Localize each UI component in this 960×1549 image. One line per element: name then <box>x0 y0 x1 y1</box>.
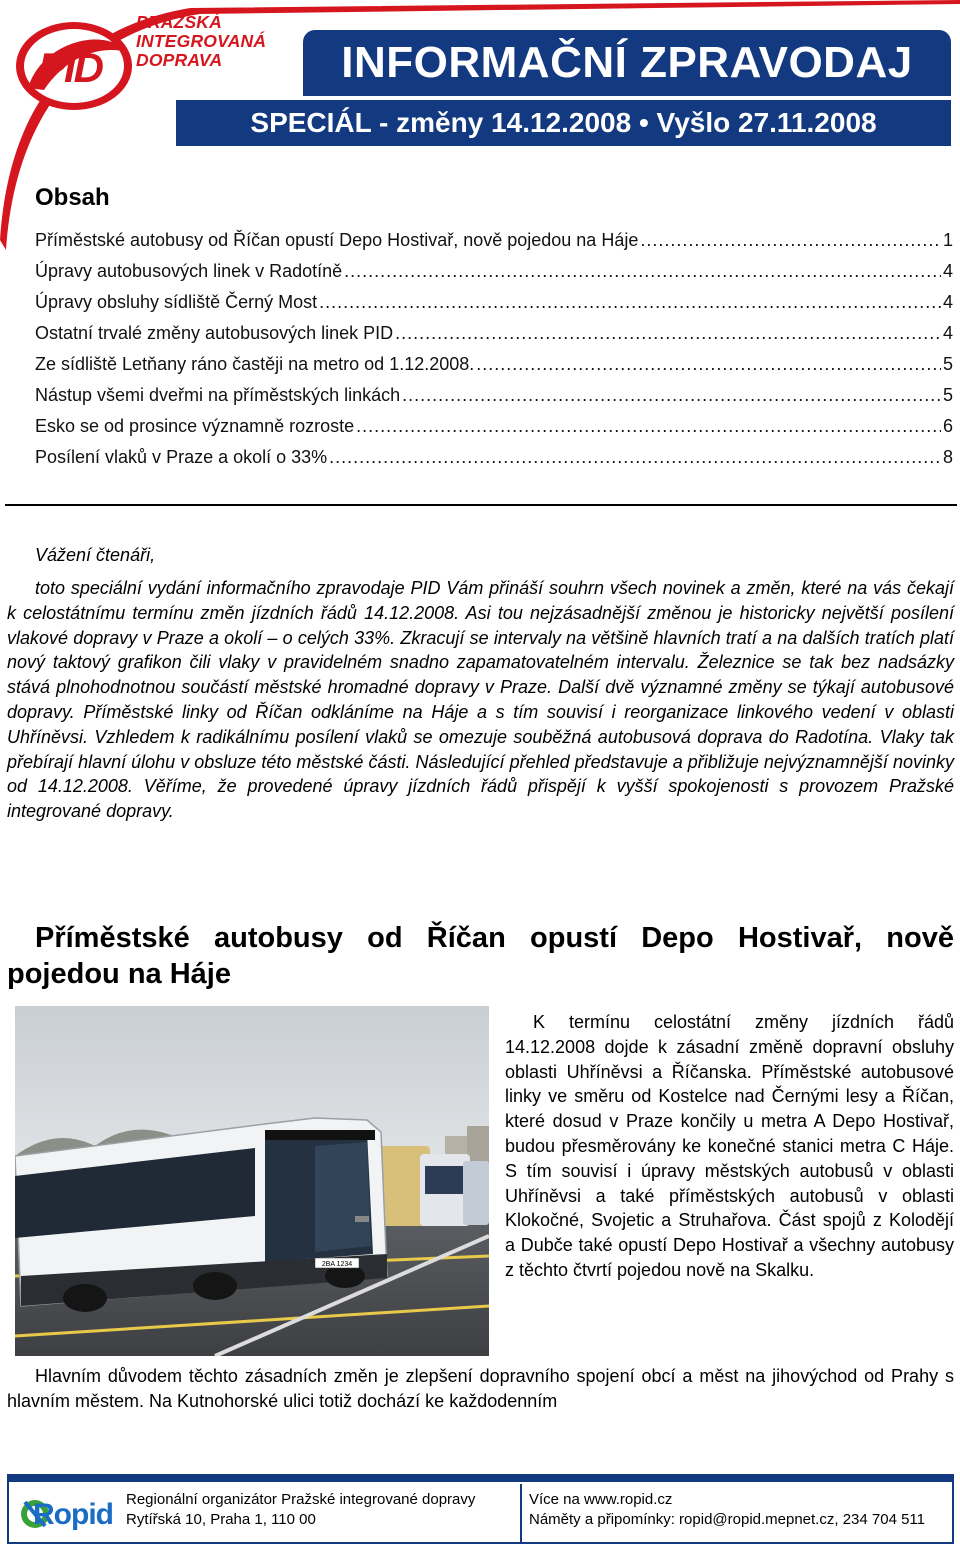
ropid-logo <box>19 1490 123 1538</box>
pid-logo <box>14 18 134 113</box>
footer-web-link[interactable]: Více na www.ropid.cz <box>529 1491 673 1508</box>
toc-leader <box>329 447 941 468</box>
toc-leader <box>344 261 941 282</box>
footer-address: Rytířská 10, Praha 1, 110 00 <box>126 1511 316 1528</box>
toc-item-page: 1 <box>942 230 953 250</box>
section-divider <box>5 504 957 506</box>
brand-name <box>136 13 266 70</box>
article-column-text: K termínu celostátní změny jízdních řádů 14.12.2008 dojde k zásadní změně dopravní obsluhy oblasti Uhříněvsi a Říčanska. Příměstské autobusové linky ve směru od Kostelce nad Černými lesy a Říčan, které dosud v Praze končily u metra A Depo Hostivař, budou přesměrovány ke konečné stanici metra C Háje. S tím souvisí i úpravy městských autobusů v oblasti Uhříněvsi a také příměstských autobusů v oblasti Klokočné, Svojetic a Struhařova. Část spojů z Kolodějí a Dubče také opustí Depo Hostivař a všechny autobusy z těchto čtvrtí pojedou nově na Skalku. <box>505 1012 954 1280</box>
intro-paragraph: toto speciální vydání informačního zpravodaje PID Vám přináší souhrn všech novinek a změn, které na vás čekají k celostátnímu termínu změn jízdních řádů 14.12.2008. Asi tou nejzásadnější změnou je historicky největší posílení vlakové dopravy v Praze a okolí – o celých 33%. Zkracují se intervaly na většině hlavních tratí a na dalších tratích platí nový taktový grafikon čili vlaky v pravidelném snadno zapamatovatelném intervalu. Železnice se tak bez nadsázky stává plnohodnotnou součástí městské hromadné dopravy v Praze. Další dvě významné změny se týkají autobusové dopravy. Příměstské linky od Říčan odkláníme na Háje a s tím souvisí i reorganizace linkového vedení v oblasti Uhříněvsi. Vzhledem k radikálnímu posílení vlaků se omezuje souběžná autobusová doprava do Radotína. Vlaky tak přebírají hlavní úlohu v obsluze této městské části. Následující přehled představuje a přibližuje nejvýznamnější novinky od 14.12.2008. Věříme, že provedené úpravy jízdních řádů přispějí k vyšší spokojenosti s provozem Pražské integrované dopravy. <box>7 578 954 822</box>
toc-item-page: 4 <box>942 323 953 343</box>
toc-item[interactable] <box>35 230 953 261</box>
toc-item-title: Příměstské autobusy od Říčan opustí Depo Hostivař, nově pojedou na Háje <box>35 230 639 250</box>
footer-contact-info[interactable]: Náměty a připomínky: ropid@ropid.mepnet.cz, 234 704 511 <box>529 1511 925 1528</box>
toc-item[interactable] <box>35 385 953 416</box>
toc-leader <box>476 354 941 375</box>
toc-item-page: 5 <box>942 354 953 374</box>
toc-heading: Obsah <box>35 184 110 211</box>
toc-item[interactable] <box>35 292 953 323</box>
page-footer <box>7 1474 954 1544</box>
toc-item[interactable] <box>35 354 953 385</box>
footer-organization <box>126 1490 475 1530</box>
brand-line: INTEGROVANÁ <box>136 31 267 51</box>
toc-item-title: Ze sídliště Letňany ráno častěji na metro od 1.12.2008. <box>35 354 475 374</box>
toc-item-title: Úpravy obsluhy sídliště Černý Most <box>35 292 318 312</box>
toc-item-page: 6 <box>942 416 953 436</box>
brand-line: DOPRAVA <box>136 50 223 70</box>
article-title: Příměstské autobusy od Říčan opustí Depo Hostivař, nově pojedou na Háje <box>7 922 954 990</box>
toc-item[interactable] <box>35 323 953 354</box>
table-of-contents <box>35 230 953 478</box>
toc-item-title: Posílení vlaků v Praze a okolí o 33% <box>35 447 328 467</box>
footer-contacts <box>529 1490 925 1530</box>
toc-item-page: 8 <box>942 447 953 467</box>
toc-leader <box>356 416 941 437</box>
toc-leader <box>319 292 941 313</box>
toc-item-title: Esko se od prosince významně rozroste <box>35 416 355 436</box>
toc-item-page: 5 <box>942 385 953 405</box>
toc-item[interactable] <box>35 416 953 447</box>
toc-item[interactable] <box>35 447 953 478</box>
toc-leader <box>640 230 941 251</box>
article-continued-text: Hlavním důvodem těchto zásadních změn je zlepšení dopravního spojení obcí a měst na jihovýchod od Prahy s hlavním městem. Na Kutnohorské ulici totiž dochází ke každodenním <box>7 1366 954 1411</box>
pid-logo-text: PID <box>38 44 103 91</box>
newsletter-title: INFORMAČNÍ ZPRAVODAJ <box>303 30 951 96</box>
bus-license-plate: 2BA 1234 <box>321 1261 353 1268</box>
toc-item-title: Nástup všemi dveřmi na příměstských linkách <box>35 385 401 405</box>
toc-item-title: Úpravy autobusových linek v Radotíně <box>35 261 343 281</box>
footer-org-name: Regionální organizátor Pražské integrované dopravy <box>126 1491 476 1508</box>
footer-band <box>9 1476 952 1482</box>
intro-greeting: Vážení čtenáři, <box>35 545 156 565</box>
toc-item-page: 4 <box>942 292 953 312</box>
toc-item[interactable] <box>35 261 953 292</box>
toc-leader <box>402 385 941 406</box>
ropid-logo-text: Ropid <box>33 1498 113 1531</box>
bus-photo <box>15 1006 489 1356</box>
footer-divider <box>520 1484 522 1542</box>
toc-item-title: Ostatní trvalé změny autobusových linek PID <box>35 323 394 343</box>
toc-item-page: 4 <box>942 261 953 281</box>
newsletter-subtitle: SPECIÁL - změny 14.12.2008 • Vyšlo 27.11.2008 <box>176 100 951 146</box>
brand-line: PRAŽSKÁ <box>136 12 222 32</box>
toc-leader <box>395 323 941 344</box>
